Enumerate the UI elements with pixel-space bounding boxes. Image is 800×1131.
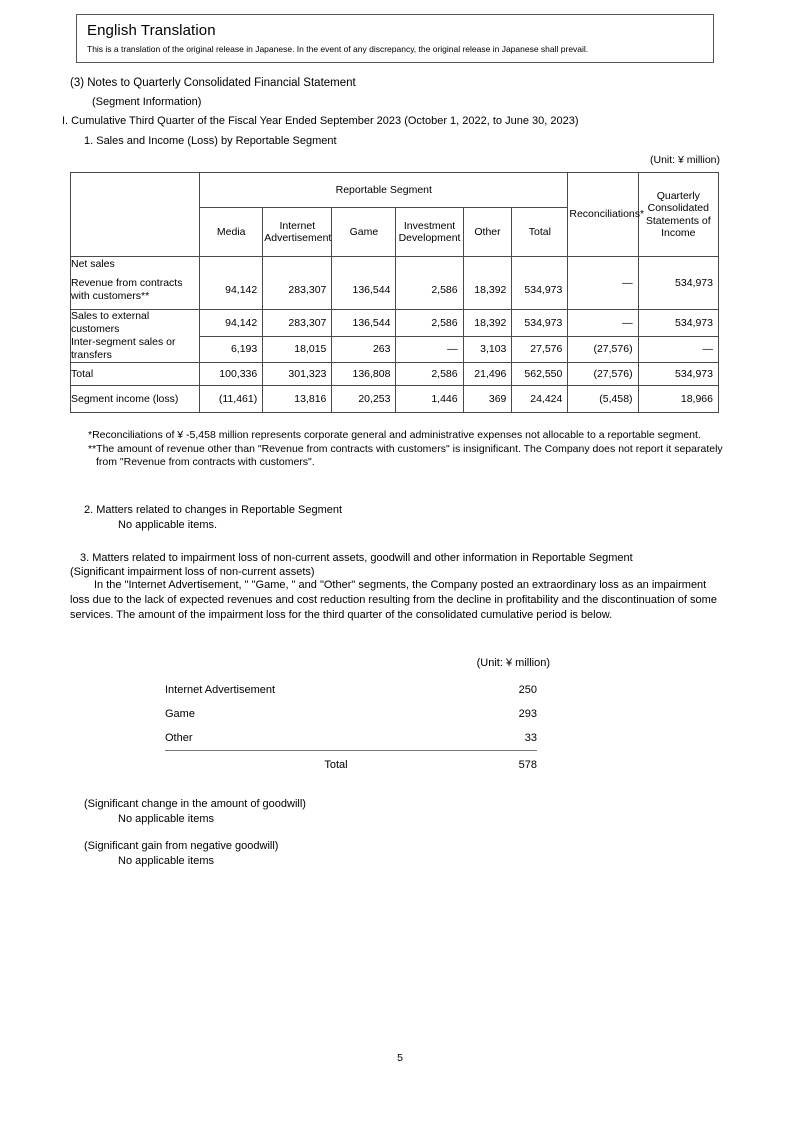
table-row — [165, 726, 537, 751]
cell-investment-development: 2,586 — [396, 271, 463, 310]
cell-internet-advertisement: 301,323 — [263, 363, 332, 386]
cell-internet-advertisement: 13,816 — [263, 386, 332, 413]
header-corner-blank — [71, 173, 200, 257]
table-row — [71, 310, 719, 337]
header-internet-advertisement: Internet Advertisement — [263, 208, 332, 257]
negative-goodwill-title: (Significant gain from negative goodwill) — [84, 840, 279, 852]
table-row — [71, 257, 719, 272]
unit-note-impairment-table: (Unit: ¥ million) — [476, 657, 550, 669]
cell-investment-development: 2,586 — [396, 363, 463, 386]
heading-segment-information: (Segment Information) — [92, 96, 202, 108]
cell-media: 6,193 — [200, 336, 263, 363]
banner-title: English Translation — [87, 22, 216, 39]
cell-blank — [200, 257, 263, 272]
row-label-revenue-from-contracts: Revenue from contracts with customers** — [71, 271, 200, 310]
impairment-row-label: Game — [165, 708, 195, 720]
cell-consolidated: 18,966 — [638, 386, 718, 413]
cell-reconciliations: (27,576) — [568, 363, 638, 386]
cell-other: 369 — [463, 386, 512, 413]
section2-body: No applicable items. — [118, 519, 218, 531]
unit-note-segment-table: (Unit: ¥ million) — [649, 154, 720, 166]
table-row — [165, 678, 537, 702]
cell-blank — [332, 257, 396, 272]
footnote-revenue: **The amount of revenue other than "Revenue from contracts with customers" is insignificant. The Company does not report it separately from "Revenue from contracts with customers". — [88, 442, 723, 468]
cell-consolidated: — — [638, 336, 718, 363]
header-reportable-segment: Reportable Segment — [200, 173, 568, 208]
header-quarterly-consolidated: Quarterly Consolidated Statements of Income — [638, 173, 718, 257]
table-header-row-1 — [71, 173, 719, 208]
cell-other: 18,392 — [463, 271, 512, 310]
cell-total: 562,550 — [512, 363, 568, 386]
header-total: Total — [512, 208, 568, 257]
row-label-net-sales: Net sales — [71, 257, 200, 272]
table-row — [71, 386, 719, 413]
header-investment-development: Investment Development — [396, 208, 463, 257]
cell-reconciliations: — — [568, 257, 638, 310]
cell-consolidated: 534,973 — [638, 363, 718, 386]
table-row — [165, 702, 537, 726]
negative-goodwill-body: No applicable items — [118, 855, 214, 867]
impairment-row-value: 250 — [518, 684, 537, 696]
impairment-row-label: Internet Advertisement — [165, 684, 276, 696]
row-label-sales-to-external-customers: Sales to external customers — [71, 310, 200, 337]
cell-investment-development: — — [396, 336, 463, 363]
header-game: Game — [332, 208, 396, 257]
cell-media: (11,461) — [200, 386, 263, 413]
page-number: 5 — [397, 1052, 403, 1064]
section2-title: 2. Matters related to changes in Reportable Segment — [84, 504, 343, 516]
banner-subtitle: This is a translation of the original release in Japanese. In the event of any discrepancy, the original release in Japanese shall prevail. — [87, 44, 589, 54]
segment-table-footnotes — [88, 429, 728, 470]
section3-paragraph-text: In the "Internet Advertisement, " "Game, " and "Other" segments, the Company posted an extraordinary loss as an impairment loss due to the lack of expected revenues and cost reduction resulting from the decline in profitability and the discontinuation of some services. The amount of the impairment loss for the third quarter of the consolidated cumulative period is below. — [70, 579, 717, 621]
cell-other: 18,392 — [463, 310, 512, 337]
cell-game: 136,544 — [332, 271, 396, 310]
cell-other: 3,103 — [463, 336, 512, 363]
impairment-loss-table — [165, 678, 537, 777]
cell-other: 21,496 — [463, 363, 512, 386]
cell-total: 24,424 — [512, 386, 568, 413]
cell-total: 534,973 — [512, 271, 568, 310]
cell-reconciliations: — — [568, 310, 638, 337]
cell-media: 100,336 — [200, 363, 263, 386]
goodwill-change-body: No applicable items — [118, 813, 214, 825]
cell-total: 27,576 — [512, 336, 568, 363]
header-other: Other — [463, 208, 512, 257]
cell-total: 534,973 — [512, 310, 568, 337]
english-translation-banner — [76, 14, 714, 63]
footnote-reconciliations: *Reconciliations of ¥ -5,458 million represents corporate general and administrative expenses not allocable to a reportable segment. — [88, 429, 701, 441]
cell-investment-development: 2,586 — [396, 310, 463, 337]
row-label-inter-segment-sales: Inter-segment sales or transfers — [71, 336, 200, 363]
cell-reconciliations: (5,458) — [568, 386, 638, 413]
cell-game: 263 — [332, 336, 396, 363]
cell-internet-advertisement: 283,307 — [263, 271, 332, 310]
section3-title: 3. Matters related to impairment loss of non-current assets, goodwill and other information in Reportable Segment — [80, 552, 633, 564]
cell-consolidated: 534,973 — [638, 310, 718, 337]
impairment-row-value: 293 — [518, 708, 537, 720]
impairment-total-label: Total — [324, 759, 348, 771]
heading-notes: (3) Notes to Quarterly Consolidated Financial Statement — [70, 77, 356, 89]
cell-media: 94,142 — [200, 271, 263, 310]
cell-blank — [396, 257, 463, 272]
heading-sales-and-income: 1. Sales and Income (Loss) by Reportable Segment — [84, 135, 337, 147]
cell-internet-advertisement: 18,015 — [263, 336, 332, 363]
cell-media: 94,142 — [200, 310, 263, 337]
cell-investment-development: 1,446 — [396, 386, 463, 413]
cell-game: 136,544 — [332, 310, 396, 337]
row-label-segment-income-loss: Segment income (loss) — [71, 386, 200, 413]
goodwill-change-title: (Significant change in the amount of goodwill) — [84, 798, 306, 810]
table-row — [71, 336, 719, 363]
cell-internet-advertisement: 283,307 — [263, 310, 332, 337]
cell-blank — [512, 257, 568, 272]
section3-paragraph — [70, 578, 722, 623]
cell-game: 136,808 — [332, 363, 396, 386]
cell-reconciliations: (27,576) — [568, 336, 638, 363]
cell-blank — [463, 257, 512, 272]
impairment-row-value: 33 — [447, 726, 537, 751]
cell-game: 20,253 — [332, 386, 396, 413]
cell-consolidated: 534,973 — [638, 257, 718, 310]
row-label-total: Total — [71, 363, 200, 386]
table-row — [165, 751, 537, 778]
impairment-total-value: 578 — [518, 759, 537, 771]
header-media: Media — [200, 208, 263, 257]
impairment-row-label: Other — [165, 726, 447, 751]
header-reconciliations: Reconciliations* — [568, 173, 638, 257]
table-row — [71, 363, 719, 386]
segment-table — [70, 172, 719, 413]
section3-subtitle: (Significant impairment loss of non-current assets) — [70, 566, 315, 578]
cell-blank — [263, 257, 332, 272]
heading-cumulative-period: I. Cumulative Third Quarter of the Fiscal Year Ended September 2023 (October 1, 2022, to June 30, 2023) — [62, 115, 579, 127]
